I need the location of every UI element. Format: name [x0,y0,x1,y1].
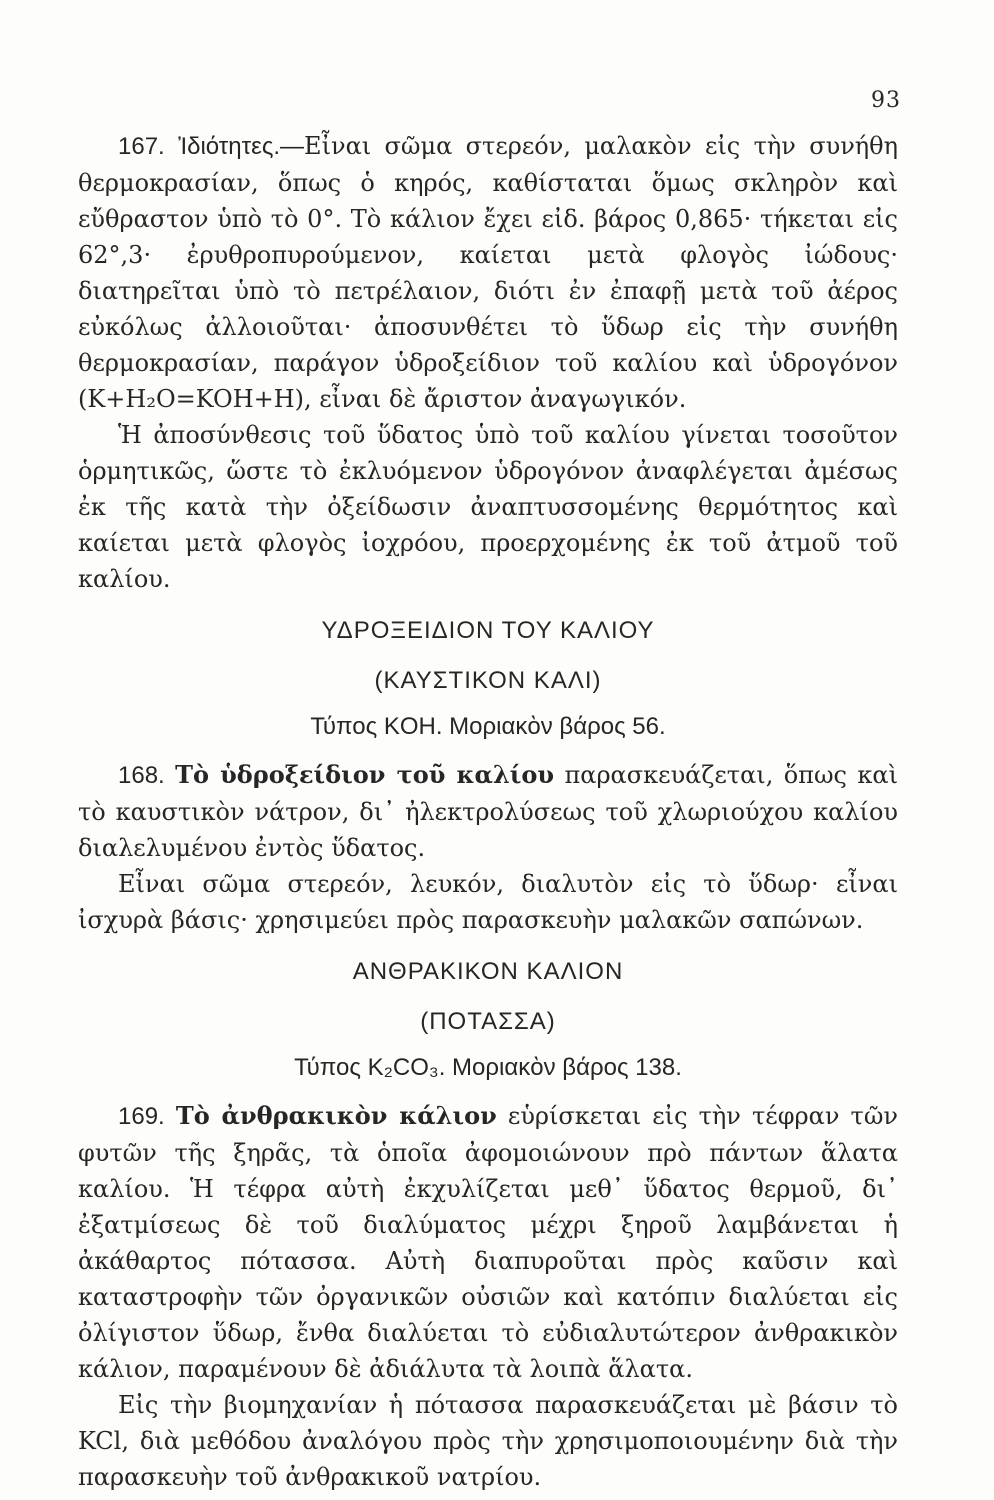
formula-line: Τύπος K₂CO₃. Μοριακὸν βάρος 138. [294,1054,682,1081]
section-number: 168. [118,762,165,789]
section-number: 169. [118,1103,165,1130]
section-168 [78,757,898,866]
paragraph: Εἰς τὴν βιομηχανίαν ἡ πότασσα παρασκευάζεται μὲ βάσιν τὸ KCl, διὰ μεθόδου ἀναλόγου πρὸς τὴν χρησιμοποιουμένην διὰ τὴν παρασκευὴν τοῦ ἀνθρακικοῦ νατρίου. [78,1391,898,1491]
section-lead: Τὸ ὑδροξείδιον τοῦ καλίου [175,760,555,789]
subheading-caustic-potash: (ΚΑΥΣΤΙΚΟΝ ΚΑΛΙ) [374,667,602,694]
paragraph: παρασκευάζεται, ὅπως καὶ τὸ καυστικὸν νάτρον, δι᾽ ἠλεκτρολύσεως τοῦ χλωριούχου καλίου διαλελυμένου ἐντὸς ὕδατος. [78,761,898,862]
subheading-potash: (ΠΟΤΑΣΣΑ) [420,1008,556,1035]
paragraph: Εἶναι σῶμα στερεόν, μαλακὸν εἰς τὴν συνήθη θερμοκρασίαν, ὅπως ὁ κηρός, καθίσταται ὅμως σκληρὸν καὶ εὔθραστον ὑπὸ τὸ 0°. Τὸ κάλιον ἔχει εἰδ. βάρος 0,865· τήκεται εἰς 62°,3· ἐρυθροπυρούμενον, καίεται μετὰ φλογὸς ἰώδους· διατηρεῖται ὑπὸ τὸ πετρέλαιον, διότι ἐν ἐπαφῇ μετὰ τοῦ ἀέρος εὐκόλως ἀλλοιοῦται· ἀποσυνθέτει τὸ ὕδωρ εἰς τὴν συνήθη θερμοκρασίαν, παράγον ὑδροξείδιον τοῦ καλίου καὶ ὑδρογόνον (K+H₂O=KOH+H), εἶναι δὲ ἄριστον ἀναγωγικόν. [78,132,898,413]
section-lead: Τὸ ἀνθρακικὸν κάλιον [175,1101,497,1130]
paragraph: Εἶναι σῶμα στερεόν, λευκόν, διαλυτὸν εἰς τὸ ὕδωρ· εἶναι ἰσχυρὰ βάσις· χρησιμεύει πρὸς παρασκευὴν μαλακῶν σαπώνων. [78,870,898,934]
section-title: Ἰδιότητες.— [178,133,305,160]
paragraph: Ἡ ἀποσύνθεσις τοῦ ὕδατος ὑπὸ τοῦ καλίου γίνεται τοσοῦτον ὁρμητικῶς, ὥστε τὸ ἐκλυόμενον ὑδρογόνον ἀναφλέγεται ἀμέσως ἐκ τῆς κατὰ τὴν ὀξείδωσιν ἀναπτυσσομένης θερμότητος καὶ καίεται μετὰ φλογὸς ἰοχρόου, προερχομένης ἐκ τοῦ ἀτμοῦ τοῦ καλίου. [78,421,898,593]
paragraph: εὑρίσκεται εἰς τὴν τέφραν τῶν φυτῶν τῆς ξηρᾶς, τὰ ὁποῖα ἀφομοιώνουν πρὸ πάντων ἅλατα καλίου. Ἡ τέφρα αὐτὴ ἐκχυλίζεται μεθ᾽ ὕδατος θερμοῦ, δι᾽ ἐξατμίσεως δὲ τοῦ διαλύματος μέχρι ξηροῦ λαμβάνεται ἡ ἀκάθαρτος πότασσα. Αὐτὴ διαπυροῦται πρὸς καῦσιν καὶ καταστροφὴν τῶν ὀργανικῶν οὐσιῶν καὶ κατόπιν διαλύεται εἰς ὀλίγιστον ὕδωρ, ἔνθα διαλύεται τὸ εὐδιαλυτώτερον ἀνθρακικὸν κάλιον, παραμένουν δὲ ἀδιάλυτα τὰ λοιπὰ ἅλατα. [78,1102,898,1383]
section-167 [78,128,898,417]
page-number: 93 [871,88,901,113]
section-169 [78,1098,898,1387]
section-number: 167. [118,133,165,160]
formula-line: Τύπος KOH. Μοριακὸν βάρος 56. [310,713,666,740]
heading-potassium-carbonate: ΑΝΘΡΑΚΙΚΟΝ ΚΑΛΙΟΝ [352,958,624,985]
page-body [78,128,898,1495]
heading-potassium-hydroxide: ΥΔΡΟΞΕΙΔΙΟΝ ΤΟΥ ΚΑΛΙΟΥ [321,617,655,644]
